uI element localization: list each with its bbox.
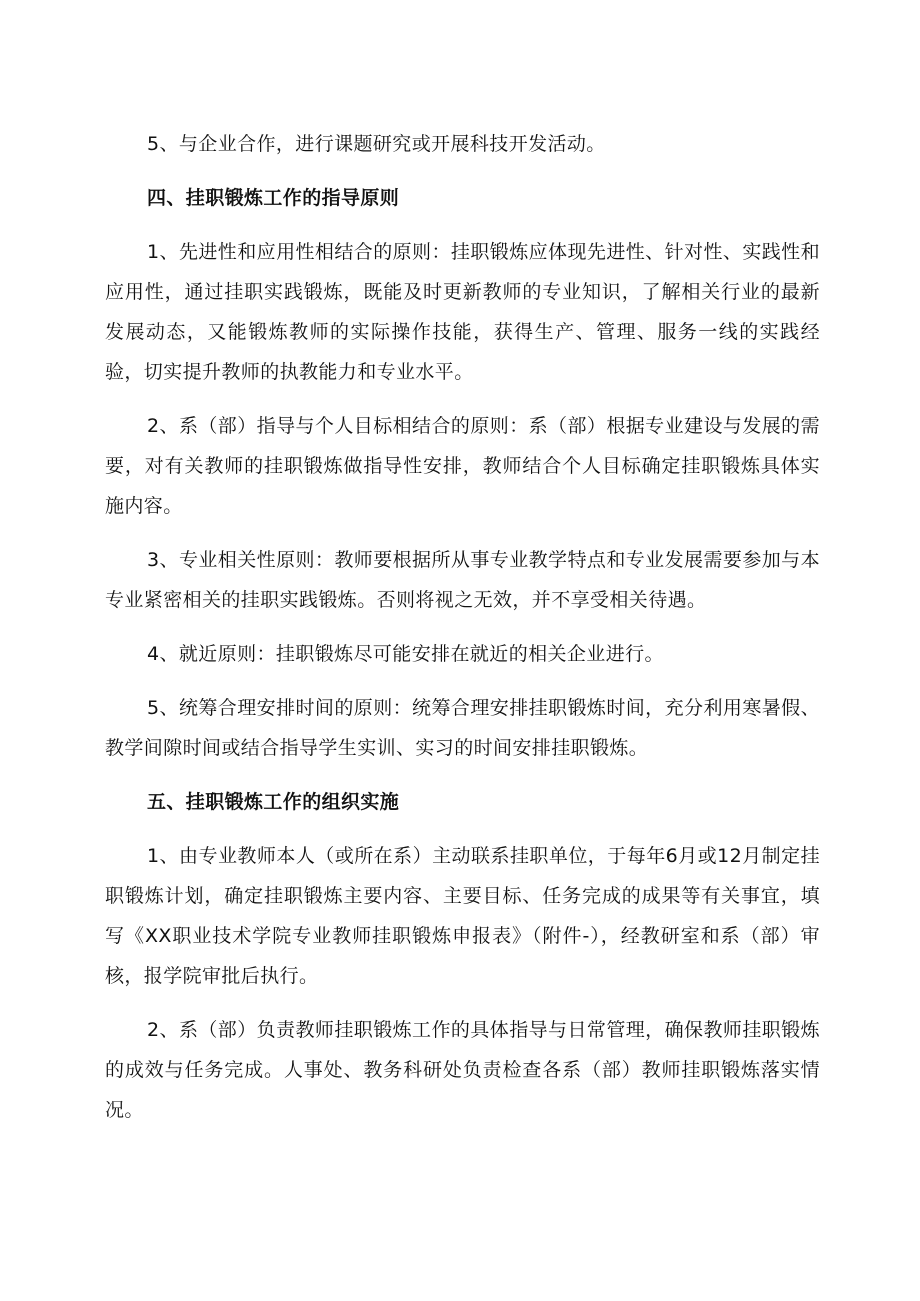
section-heading-organization: 五、挂职锻炼工作的组织实施: [147, 791, 400, 813]
paragraph-cooperation-research: 5、与企业合作，进行课题研究或开展科技开发活动。: [147, 133, 606, 155]
paragraph-principle-professional-relevance: 3、专业相关性原则：教师要根据所从事专业教学特点和专业发展需要参加与本专业紧密相关的挂职实践锻炼。否则将视之无效，并不享受相关待遇。: [105, 549, 820, 611]
document-body: [105, 124, 820, 1144]
paragraph-principle-advanced-applied: 1、先进性和应用性相结合的原则：挂职锻炼应体现先进性、针对性、实践性和应用性，通过挂职实践锻炼，既能及时更新教师的专业知识，了解相关行业的最新发展动态，又能锻炼教师的实际操作技能，获得生产、管理、服务一线的实践经验，切实提升教师的执教能力和专业水平。: [105, 241, 820, 383]
paragraph-organization-application: 1、由专业教师本人（或所在系）主动联系挂职单位，于每年6月或12月制定挂职锻炼计划，确定挂职锻炼主要内容、主要目标、任务完成的成果等有关事宜，填写《XX职业技术学院专业教师挂职锻炼申报表》（附件-），经教研室和系（部）审核，报学院审批后执行。: [105, 845, 820, 987]
paragraph-principle-proximity: 4、就近原则：挂职锻炼尽可能安排在就近的相关企业进行。: [147, 643, 664, 665]
paragraph-principle-department-guidance: 2、系（部）指导与个人目标相结合的原则：系（部）根据专业建设与发展的需要，对有关教师的挂职锻炼做指导性安排，教师结合个人目标确定挂职锻炼具体实施内容。: [105, 415, 820, 517]
paragraph-organization-management: 2、系（部）负责教师挂职锻炼工作的具体指导与日常管理，确保教师挂职锻炼的成效与任务完成。人事处、教务科研处负责检查各系（部）教师挂职锻炼落实情况。: [105, 1019, 820, 1121]
section-heading-guiding-principles: 四、挂职锻炼工作的指导原则: [147, 187, 400, 209]
paragraph-principle-time-arrangement: 5、统筹合理安排时间的原则：统筹合理安排挂职锻炼时间，充分利用寒暑假、教学间隙时间或结合指导学生实训、实习的时间安排挂职锻炼。: [105, 697, 820, 759]
